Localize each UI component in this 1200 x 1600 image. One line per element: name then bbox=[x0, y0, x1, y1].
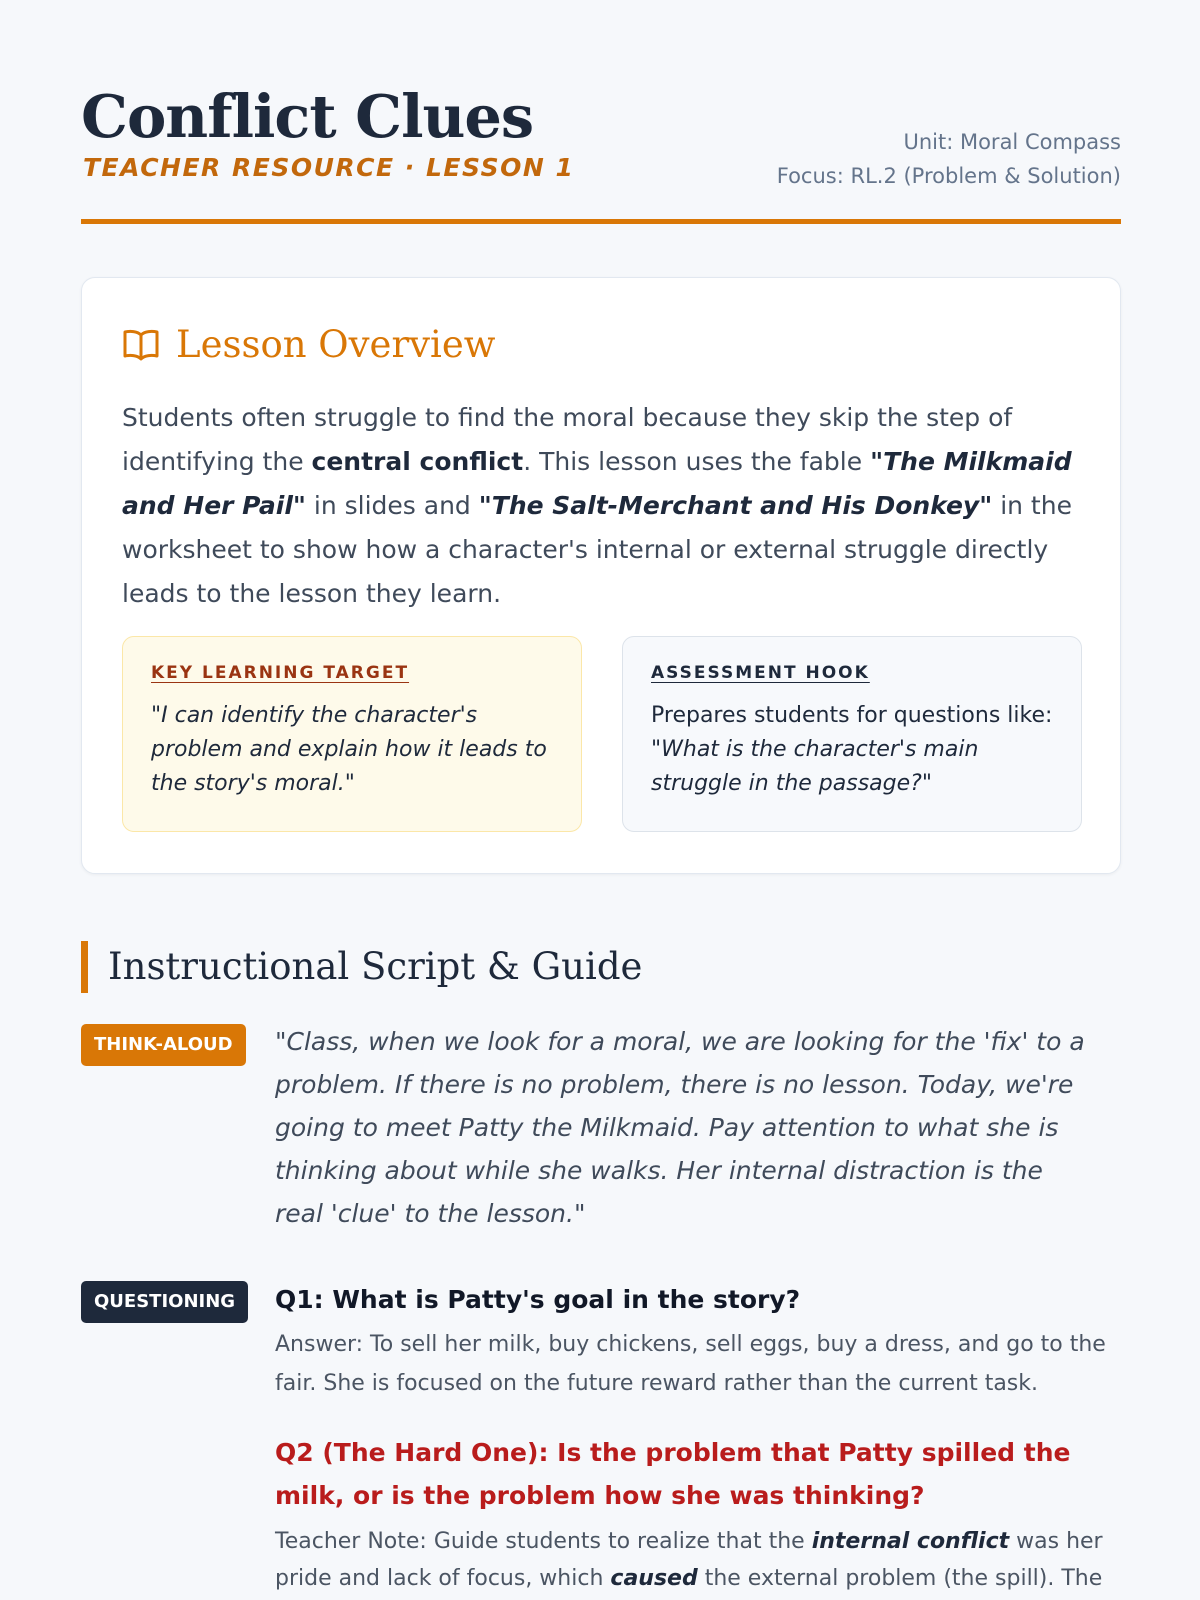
overview-heading bbox=[122, 323, 495, 366]
question-1: Q1: What is Patty's goal in the story? bbox=[275, 1285, 801, 1314]
page bbox=[81, 0, 1121, 1591]
caused-term: caused bbox=[610, 1566, 698, 1591]
think-aloud-badge: THINK-ALOUD bbox=[81, 1024, 246, 1066]
unit-label: Unit: Moral Compass bbox=[903, 130, 1121, 154]
think-aloud-text: "Class, when we look for a moral, we are looking for the 'fix' to a problem. If there is no problem, there is no lesson. Today, we're going to meet Patty the Milkmaid. Pay attention to what she is thinking about while she walks. Her internal distraction is the real 'clue' to the lesson." bbox=[275, 1027, 1085, 1228]
question-2: Q2 (The Hard One): Is the problem that Patty spilled the milk, or is the problem how she was thinking? bbox=[275, 1438, 1071, 1510]
assessment-hook-intro: Prepares students for questions like: bbox=[651, 703, 1053, 728]
assessment-hook-box bbox=[622, 636, 1082, 832]
answer-1: Answer: To sell her milk, buy chickens, sell eggs, buy a dress, and go to the fair. She is focused on the future reward rather than the current task. bbox=[275, 1332, 1106, 1396]
page-title: Conflict Clues bbox=[81, 82, 534, 151]
learning-target-quote: "I can identify the character's problem and explain how it leads to the story's moral." bbox=[151, 703, 547, 796]
lesson-meta bbox=[777, 125, 1121, 193]
focus-label: Focus: RL.2 (Problem & Solution) bbox=[776, 164, 1121, 188]
overview-title: Lesson Overview bbox=[176, 323, 496, 366]
fable-title-salt-merchant: "The Salt-Merchant and His Donkey" bbox=[478, 491, 993, 520]
teacher-note: Teacher Note: Guide students to realize that the internal conflict was her pride and lack of focus, which caused the external problem (the spill). The bbox=[275, 1529, 1103, 1591]
key-learning-target-label: KEY LEARNING TARGET bbox=[151, 663, 410, 683]
lesson-overview-card bbox=[81, 277, 1121, 874]
questioning-badge: QUESTIONING bbox=[81, 1281, 248, 1323]
assessment-hook-quote: "What is the character's main struggle in the passage?" bbox=[651, 737, 979, 796]
script-section-title: Instructional Script & Guide bbox=[81, 941, 642, 993]
central-conflict-term: central conflict bbox=[311, 447, 524, 476]
fable-title-milkmaid: "The Milkmaid and Her Pail" bbox=[122, 447, 1072, 520]
open-book-icon bbox=[122, 328, 160, 362]
page-subtitle: TEACHER RESOURCE · LESSON 1 bbox=[83, 153, 575, 182]
key-learning-target-box bbox=[122, 636, 582, 832]
overview-text: Students often struggle to find the moral because they skip the step of identifying the central conflict. This lesson uses the fable "The Milkmaid and Her Pail" in slides and "The Salt-Merchant and His Donkey" in the worksheet to show how a character's internal or external struggle directly leads to the lesson they learn. bbox=[122, 403, 1072, 608]
assessment-hook-label: ASSESSMENT HOOK bbox=[651, 663, 870, 683]
internal-conflict-term: internal conflict bbox=[811, 1529, 1010, 1554]
header bbox=[81, 0, 1121, 224]
